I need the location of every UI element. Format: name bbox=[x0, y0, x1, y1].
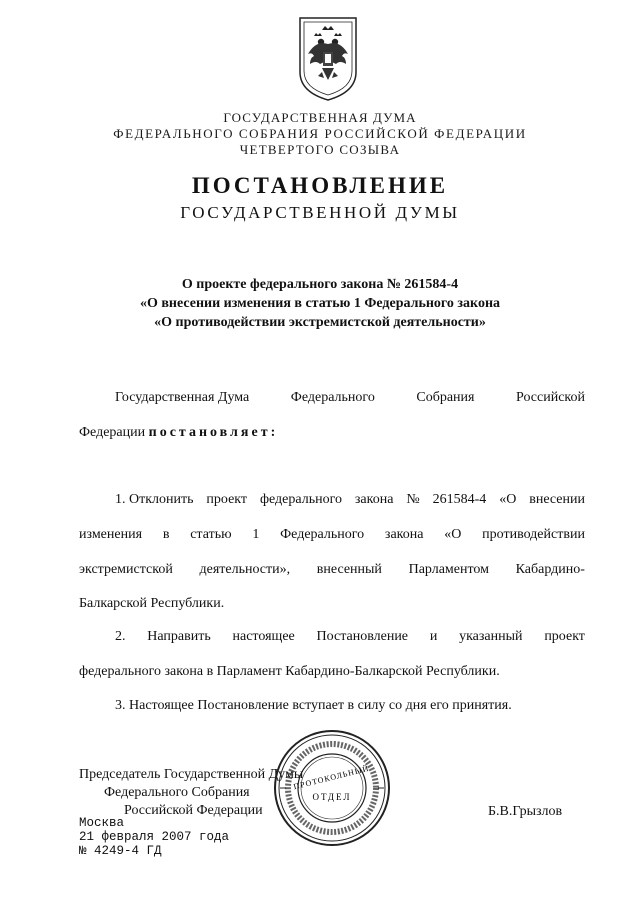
decree-verb: постановляет: bbox=[148, 425, 279, 440]
document-title: ПОСТАНОВЛЕНИЕ bbox=[191, 173, 449, 198]
stamp-inner-label: ПРОТОКОЛЬНЫЙ bbox=[292, 763, 371, 792]
header-line-3: ЧЕТВЕРТОГО СОЗЫВА bbox=[239, 142, 401, 157]
subject-line-3: «О противодействии экстремистской деятельности» bbox=[154, 315, 486, 330]
signatory-name: Б.В.Грызлов bbox=[488, 804, 563, 819]
stamp-center-label: ОТДЕЛ bbox=[312, 792, 352, 802]
subject-line-1: О проекте федерального закона № 261584-4 bbox=[181, 277, 459, 292]
signature-line-3: Российской Федерации bbox=[124, 803, 263, 818]
item-1-line-1: 1. Отклонить проект федерального закона № 261584-4 «О внесении bbox=[115, 492, 585, 507]
header-line-1: ГОСУДАРСТВЕННАЯ ДУМА bbox=[223, 110, 417, 125]
item-1-line-4: Балкарской Республики. bbox=[79, 596, 225, 611]
signature-line-2: Федерального Собрания bbox=[104, 785, 250, 800]
preamble-line-2: Федерации постановляет: bbox=[79, 425, 279, 440]
official-stamp bbox=[272, 728, 392, 848]
item-2-line-2: федерального закона в Парламент Кабардино-Балкарской Республики. bbox=[79, 664, 500, 679]
item-1-line-3: экстремистской деятельности», внесенный Парламентом Кабардино- bbox=[79, 562, 585, 577]
item-1-line-2: изменения в статью 1 Федерального закона «О противодействии bbox=[79, 527, 585, 542]
footer-date: 21 февраля 2007 года bbox=[79, 830, 230, 844]
signature-line-1: Председатель Государственной Думы bbox=[79, 767, 304, 782]
subject-block bbox=[0, 275, 640, 332]
header-line-2: ФЕДЕРАЛЬНОГО СОБРАНИЯ РОССИЙСКОЙ ФЕДЕРАЦИИ bbox=[113, 126, 527, 141]
subject-line-2: «О внесении изменения в статью 1 Федерального закона bbox=[139, 296, 501, 311]
footer-city: Москва bbox=[79, 816, 125, 830]
footer-number: № 4249-4 ГД bbox=[79, 844, 162, 858]
document-subtitle: ГОСУДАРСТВЕННОЙ ДУМЫ bbox=[180, 203, 460, 222]
coat-of-arms-icon bbox=[296, 14, 360, 102]
preamble-line-1: Государственная Дума Федерального Собрания Российской bbox=[115, 390, 585, 405]
item-2-line-1: 2. Направить настоящее Постановление и указанный проект bbox=[115, 629, 585, 644]
item-3-line-1: 3. Настоящее Постановление вступает в силу со дня его принятия. bbox=[115, 698, 512, 713]
